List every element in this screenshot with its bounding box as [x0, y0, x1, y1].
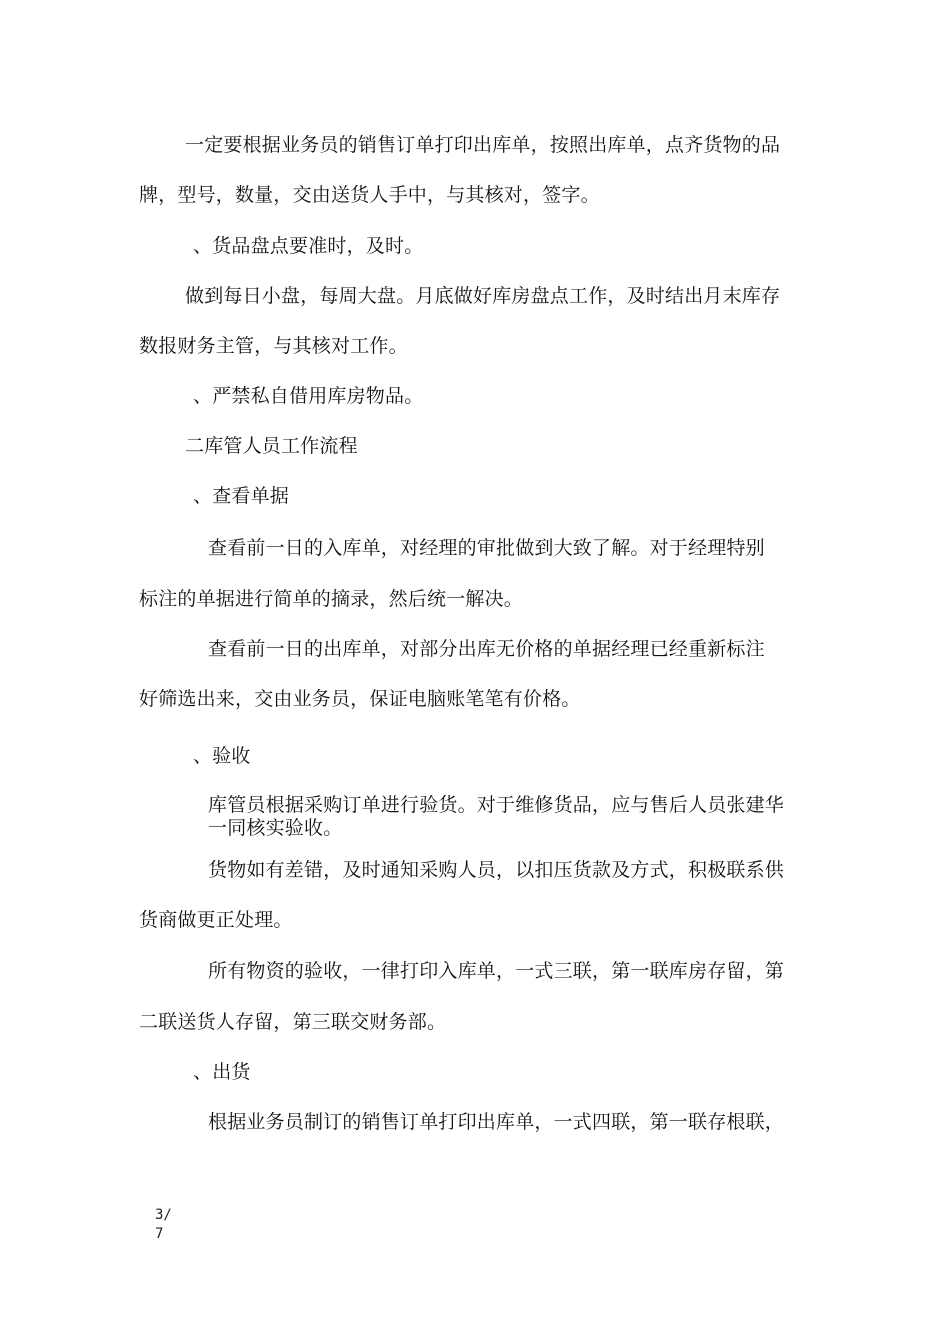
paragraph-line: 一定要根据业务员的销售订单打印出库单，按照出库单，点齐货物的品 — [185, 134, 781, 156]
list-item-heading: 、严禁私自借用库房物品。 — [193, 385, 424, 407]
paragraph-line: 根据业务员制订的销售订单打印出库单，一式四联，第一联存根联， — [208, 1111, 785, 1133]
paragraph-line: 一同核实验收。 — [208, 817, 343, 839]
paragraph-line: 做到每日小盘，每周大盘。月底做好库房盘点工作，及时结出月末库存 — [185, 285, 781, 307]
page-number-current: 3/ — [155, 1207, 172, 1223]
paragraph-line: 好筛选出来，交由业务员，保证电脑账笔笔有价格。 — [139, 688, 581, 710]
paragraph-line: 货商做更正处理。 — [139, 909, 293, 931]
page-number-total: 7 — [155, 1226, 164, 1242]
list-item-heading: 、货品盘点要准时，及时。 — [193, 235, 424, 257]
paragraph-line: 牌，型号，数量，交由送货人手中，与其核对，签字。 — [139, 184, 600, 206]
page-number — [155, 1206, 172, 1244]
paragraph-line: 标注的单据进行简单的摘录，然后统一解决。 — [139, 588, 524, 610]
list-item-heading: 、查看单据 — [193, 485, 290, 507]
list-item-heading: 、出货 — [193, 1061, 251, 1083]
paragraph-line: 查看前一日的入库单，对经理的审批做到大致了解。对于经理特别 — [208, 537, 765, 559]
paragraph-line: 二联送货人存留，第三联交财务部。 — [139, 1011, 447, 1033]
paragraph-line: 数报财务主管，与其核对工作。 — [139, 335, 408, 357]
section-heading: 二库管人员工作流程 — [185, 435, 358, 457]
paragraph-line: 库管员根据采购订单进行验货。对于维修货品，应与售后人员张建华 — [208, 794, 785, 816]
list-item-heading: 、验收 — [193, 745, 251, 767]
paragraph-line: 货物如有差错，及时通知采购人员，以扣压货款及方式，积极联系供 — [208, 859, 785, 881]
paragraph-line: 所有物资的验收，一律打印入库单，一式三联，第一联库房存留，第 — [208, 960, 785, 982]
paragraph-line: 查看前一日的出库单，对部分出库无价格的单据经理已经重新标注 — [208, 638, 765, 660]
